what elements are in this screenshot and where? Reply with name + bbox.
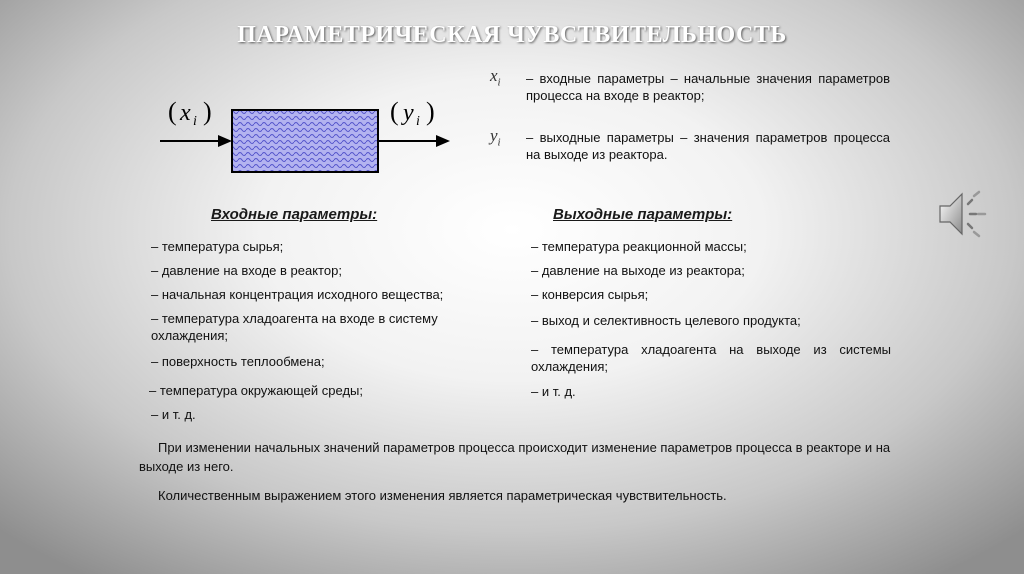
- output-item: – давление на выходе из реактора;: [531, 263, 745, 278]
- legend-x-text: – входные параметры – начальные значения параметров процесса на входе в реактор;: [526, 71, 890, 103]
- process-block-svg: [150, 90, 470, 180]
- speaker-icon-svg: [934, 186, 990, 242]
- output-paren-close: ): [426, 97, 435, 126]
- legend-y-symbol: $y_i$: [490, 126, 501, 149]
- output-var: y: [403, 100, 414, 126]
- outputs-heading: Выходные параметры:: [553, 206, 733, 223]
- output-item: – конверсия сырья;: [531, 287, 649, 302]
- input-item: – температура сырья;: [151, 239, 284, 254]
- output-item: – выход и селективность целевого продукта;: [531, 313, 801, 328]
- input-item: – поверхность теплообмена;: [151, 354, 325, 369]
- input-var: x: [180, 100, 191, 126]
- block-diagram: [150, 90, 470, 180]
- input-sub: i: [193, 114, 197, 129]
- input-item: – и т. д.: [151, 407, 196, 422]
- input-item: – температура хладоагента на входе в систему охлаждения;: [151, 311, 438, 343]
- input-paren-close: ): [203, 97, 212, 126]
- output-item: – температура хладоагента на выходе из системы охлаждения;: [531, 342, 891, 374]
- input-paren-open: (: [168, 97, 177, 126]
- inputs-heading: Входные параметры:: [211, 206, 378, 223]
- legend-x-symbol: $x_i$: [490, 66, 501, 89]
- legend-y-text: – выходные параметры – значения параметров процесса на выходе из реактора.: [526, 130, 890, 162]
- output-sub: i: [416, 114, 420, 129]
- input-item: – давление на входе в реактор;: [151, 263, 342, 278]
- input-item: – начальная концентрация исходного вещества;: [151, 287, 444, 302]
- reactor-block: [232, 110, 378, 172]
- page-title: ПАРАМЕТРИЧЕСКАЯ ЧУВСТВИТЕЛЬНОСТЬ: [237, 22, 787, 48]
- output-arrowhead: [436, 135, 450, 147]
- input-arrowhead: [218, 135, 232, 147]
- output-item: – и т. д.: [531, 384, 576, 399]
- input-item: – температура окружающей среды;: [149, 383, 363, 398]
- speaker-icon[interactable]: [934, 186, 990, 242]
- output-item: – температура реакционной массы;: [531, 239, 747, 254]
- output-paren-open: (: [390, 97, 399, 126]
- paragraph-change: При изменении начальных значений параметров процесса происходит изменение параметров процесса в реакторе и на выходе из него.: [139, 440, 891, 474]
- paragraph-sensitivity: Количественным выражением этого изменения является параметрическая чувствительность.: [158, 488, 727, 503]
